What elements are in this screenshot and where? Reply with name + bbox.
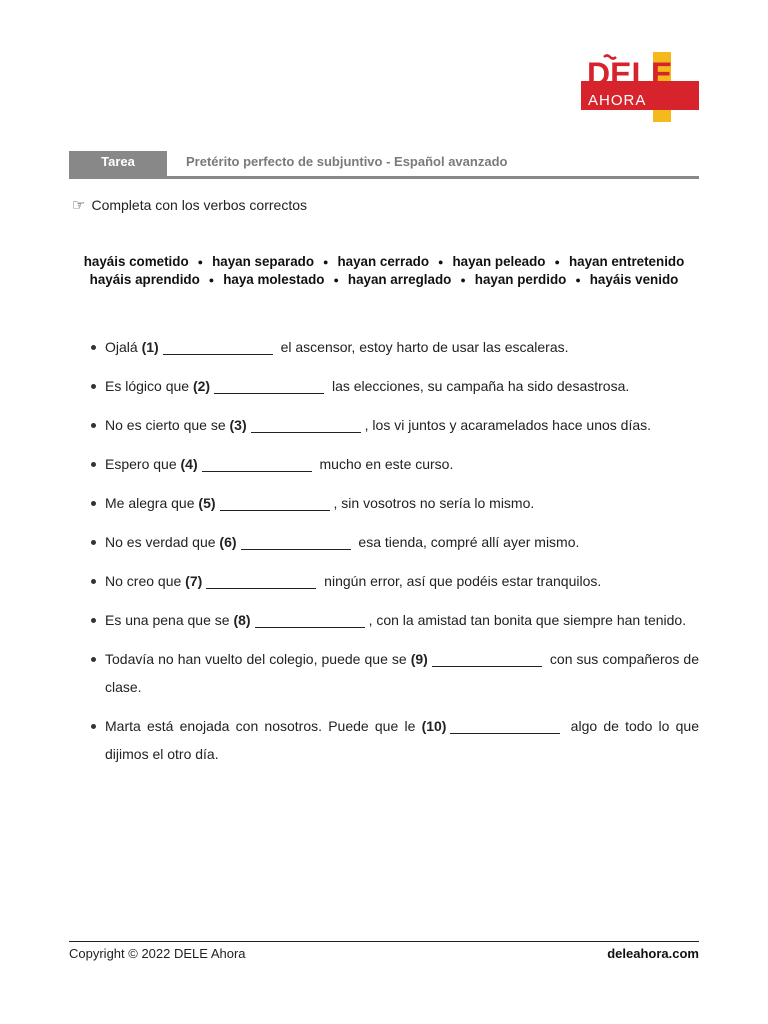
exercise-item: [88, 606, 699, 634]
bullet-separator: ●: [460, 275, 466, 285]
exercise-number: (1): [141, 339, 159, 355]
exercise-item: [88, 528, 699, 556]
word-bank-item: hayáis cometido: [83, 254, 189, 269]
exercise-item: [88, 450, 699, 478]
exercise-text-after: el ascensor, estoy harto de usar las escaleras.: [276, 339, 569, 355]
exercise-text-before: Es lógico que: [105, 378, 193, 394]
exercise-item: [88, 489, 699, 517]
word-bank-item: hayáis aprendido: [89, 272, 200, 287]
word-bank: [69, 253, 699, 289]
answer-blank[interactable]: [432, 651, 542, 667]
exercise-number: (8): [233, 612, 251, 628]
word-bank-item: hayan entretenido: [568, 254, 685, 269]
logo-text-top: DELE: [587, 56, 673, 92]
exercise-text-after: esa tienda, compré allí ayer mismo.: [354, 534, 580, 550]
exercise-text-before: Es una pena que se: [105, 612, 234, 628]
exercise-number: (7): [185, 573, 203, 589]
answer-blank[interactable]: [163, 339, 273, 355]
exercise-number: (4): [180, 456, 198, 472]
exercise-text-after: con sus compañeros de clase.: [105, 651, 700, 695]
bullet-separator: ●: [197, 257, 204, 267]
bullet-separator: ●: [438, 257, 444, 267]
answer-blank[interactable]: [202, 456, 312, 472]
site-link[interactable]: deleahora.com: [607, 946, 699, 961]
exercise-text-before: Ojalá: [105, 339, 142, 355]
exercise-number: (5): [198, 495, 216, 511]
task-tab-label: Tarea: [69, 151, 167, 176]
exercise-text-before: Me alegra que: [105, 495, 199, 511]
answer-blank[interactable]: [214, 378, 324, 394]
exercise-text-after: , sin vosotros no sería lo mismo.: [333, 495, 535, 511]
answer-blank[interactable]: [206, 573, 316, 589]
exercise-item: [88, 645, 699, 701]
exercise-text-after: algo de todo lo que dijimos el otro día.: [105, 718, 699, 762]
exercise-text-before: No creo que: [105, 573, 186, 589]
word-bank-item: hayan arreglado: [347, 272, 452, 287]
exercise-text-before: No es cierto que se: [105, 417, 230, 433]
exercise-text-after: mucho en este curso.: [315, 456, 454, 472]
exercise-text-before: Todavía no han vuelto del colegio, puede que se: [105, 651, 411, 667]
word-bank-line-2: [69, 271, 699, 289]
header-divider: [69, 176, 699, 179]
exercise-item: [88, 567, 699, 595]
logo-text-bottom: AHORA: [588, 92, 647, 109]
exercise-text-before: Espero que: [105, 456, 181, 472]
exercise-number: (2): [192, 378, 211, 394]
exercise-item: [88, 411, 699, 439]
word-bank-line-1: [69, 253, 699, 271]
task-title: Pretérito perfecto de subjuntivo - Español avanzado: [186, 154, 508, 169]
exercise-text-after: ningún error, así que podéis estar tranquilos.: [320, 573, 602, 589]
word-bank-item: haya molestado: [223, 272, 325, 287]
pointing-hand-icon: ☞: [72, 197, 86, 214]
dele-ahora-logo: [581, 52, 699, 122]
bullet-separator: ●: [333, 275, 339, 285]
bullet-separator: ●: [575, 275, 581, 285]
bullet-separator: ●: [208, 275, 215, 285]
exercise-item: [88, 333, 699, 361]
exercise-text-after: , los vi juntos y acaramelados hace unos días.: [364, 417, 652, 433]
exercise-item: [88, 372, 699, 400]
word-bank-item: hayan separado: [212, 254, 315, 269]
exercise-item: [88, 712, 699, 768]
exercise-number: (3): [229, 417, 247, 433]
task-header: [69, 151, 699, 179]
instruction-text: Completa con los verbos correctos: [91, 197, 307, 213]
word-bank-item: hayan perdido: [474, 272, 567, 287]
bullet-separator: ●: [323, 257, 329, 267]
exercise-text-after: , con la amistad tan bonita que siempre han tenido.: [368, 612, 687, 628]
answer-blank[interactable]: [251, 417, 361, 433]
word-bank-item: hayan peleado: [452, 254, 546, 269]
footer-divider: [69, 941, 699, 942]
exercise-text-before: No es verdad que: [105, 534, 220, 550]
word-bank-item: hayan cerrado: [337, 254, 430, 269]
exercise-number: (9): [410, 651, 428, 667]
exercise-text-before: Marta está enojada con nosotros. Puede que le: [105, 718, 422, 734]
exercise-list: [88, 333, 699, 779]
instruction: [72, 196, 307, 214]
answer-blank[interactable]: [220, 495, 330, 511]
answer-blank[interactable]: [450, 718, 560, 734]
exercise-number: (10): [421, 718, 447, 734]
answer-blank[interactable]: [241, 534, 351, 550]
word-bank-item: hayáis venido: [589, 272, 679, 287]
copyright-text: Copyright © 2022 DELE Ahora: [69, 946, 246, 961]
exercise-number: (6): [219, 534, 237, 550]
answer-blank[interactable]: [255, 612, 365, 628]
bullet-separator: ●: [554, 257, 560, 267]
exercise-text-after: las elecciones, su campaña ha sido desastrosa.: [328, 378, 630, 394]
